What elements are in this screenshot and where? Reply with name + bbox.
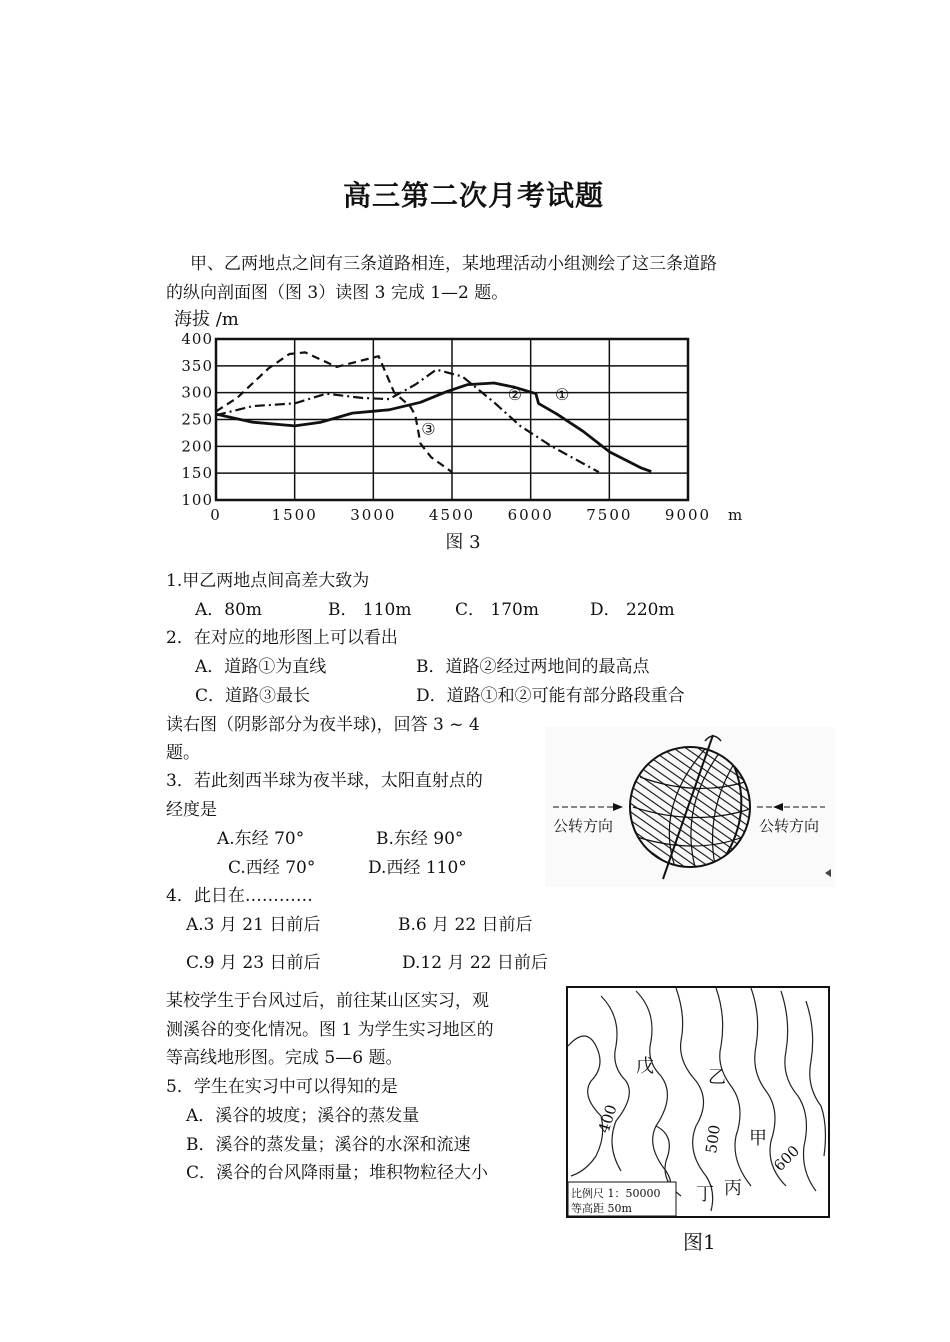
contour-label-500: 500 (702, 1123, 724, 1155)
map-label-ding: 丁 (696, 1184, 714, 1205)
left-orbit-label: 公转方向 (553, 817, 614, 835)
intro34-line-1: 读右图（阴影部分为夜半球)，回答 3 ~ 4 (166, 715, 480, 735)
y-axis-label: 海拔 /m (174, 309, 239, 330)
q5-option-c: C．溪谷的台风降雨量；堆积物粒径大小 (186, 1163, 489, 1183)
q2-option-a: A．道路①为直线 (195, 657, 327, 677)
series-line-2 (216, 370, 599, 473)
chart-caption: 图 3 (445, 532, 481, 553)
intro56-line-2: 测溪谷的变化情况。图 1 为学生实习地区的 (166, 1020, 494, 1040)
q3-stem-line-1: 3．若此刻西半球为夜半球，太阳直射点的 (166, 771, 483, 791)
y-tick-label: 400 (181, 330, 213, 348)
page-title: 高三第二次月考试题 (343, 179, 605, 212)
intro-line-2: 的纵向剖面图（图 3）读图 3 完成 1—2 题。 (166, 283, 509, 303)
map-label-yi: 乙 (708, 1067, 726, 1088)
contour-map-caption: 图1 (683, 1230, 716, 1254)
q2-stem: 2．在对应的地形图上可以看出 (166, 628, 398, 648)
contour-label-400: 400 (594, 1102, 621, 1136)
q5-option-b: B．溪谷的蒸发量；溪谷的水深和流速 (186, 1135, 471, 1155)
series-label-2: ② (507, 385, 523, 405)
q5-option-a: A．溪谷的坡度；溪谷的蒸发量 (186, 1106, 420, 1126)
q4-stem: 4．此日在………… (166, 886, 313, 906)
q1-option-d: D． 220m (590, 600, 675, 620)
intro-line-1: 甲、乙两地点之间有三条道路相连，某地理活动小组测绘了这三条道路 (190, 254, 717, 274)
contour-map (566, 986, 830, 1220)
map-label-wu: 戊 (636, 1056, 654, 1077)
map-label-bing: 丙 (724, 1178, 742, 1199)
series-label-3: ③ (421, 419, 436, 439)
q4-option-c: C.9 月 23 日前后 (186, 953, 321, 973)
series-label-1: ① (554, 385, 570, 405)
q2-option-b: B．道路②经过两地间的最高点 (416, 657, 650, 677)
x-tick-label: 6000 (507, 506, 554, 524)
y-tick-label: 100 (181, 491, 213, 509)
q3-option-c: C.西经 70° (228, 858, 316, 878)
q1-stem: 1.甲乙两地点间高差大致为 (166, 571, 370, 591)
q4-option-a: A.3 月 21 日前后 (186, 915, 321, 935)
series-line-3 (216, 352, 452, 472)
q1-option-b: B． 110m (328, 600, 412, 620)
y-tick-label: 350 (181, 356, 213, 375)
x-tick-label: 4500 (428, 506, 476, 524)
q1-option-c: C． 170m (455, 600, 539, 620)
y-tick-label: 250 (181, 410, 213, 429)
globe-figure (545, 727, 835, 887)
x-tick-label: 7500 (586, 506, 633, 524)
intro34-line-2: 题。 (166, 743, 200, 763)
elevation-profile-chart (0, 0, 950, 560)
right-orbit-label: 公转方向 (759, 817, 820, 835)
q2-option-c: C．道路③最长 (195, 686, 311, 706)
q3-option-b: B.东经 90° (376, 829, 464, 849)
q1-option-a: A．80m (195, 600, 263, 620)
contour-label-600: 600 (770, 1141, 804, 1175)
y-tick-label: 300 (181, 383, 213, 402)
x-axis-label: m (728, 506, 743, 524)
q5-stem: 5．学生在实习中可以得知的是 (166, 1077, 398, 1097)
intro56-line-3: 等高线地形图。完成 5—6 题。 (166, 1048, 403, 1068)
map-contour-interval: 等高距 50m (571, 1202, 632, 1215)
q4-option-d: D.12 月 22 日前后 (402, 953, 548, 973)
q3-stem-line-2: 经度是 (166, 800, 217, 820)
q3-option-d: D.西经 110° (368, 858, 467, 878)
x-tick-label: 9000 (664, 506, 712, 524)
intro56-line-1: 某校学生于台风过后，前往某山区实习，观 (166, 991, 489, 1011)
y-tick-label: 200 (181, 437, 213, 456)
q3-option-a: A.东经 70° (217, 829, 305, 849)
x-tick-label: 3000 (350, 506, 397, 524)
x-tick-label: 1500 (271, 506, 318, 524)
map-scale: 比例尺 1：50000 (571, 1187, 661, 1200)
y-tick-label: 150 (181, 464, 213, 483)
x-tick-label: 0 (210, 506, 222, 524)
q2-option-d: D．道路①和②可能有部分路段重合 (416, 686, 685, 706)
map-label-jia: 甲 (749, 1128, 767, 1149)
q4-option-b: B.6 月 22 日前后 (398, 915, 533, 935)
